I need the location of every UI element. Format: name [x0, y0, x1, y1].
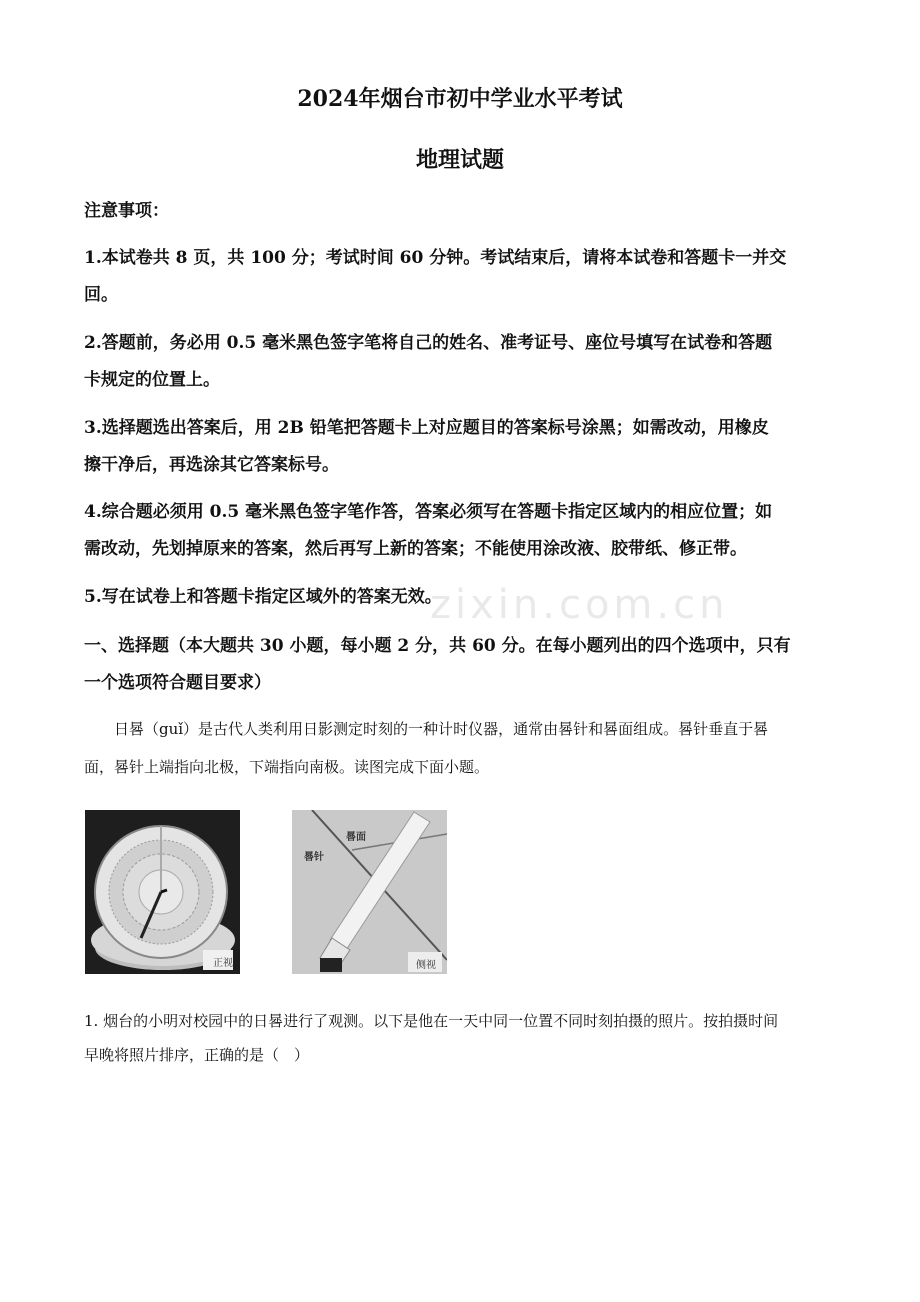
sundial-side-photo: [292, 810, 447, 974]
note-line: 卡规定的位置上。: [84, 370, 220, 390]
note-line: 擦干净后，再选涂其它答案标号。: [84, 455, 339, 475]
front-view-caption: 正视: [213, 958, 233, 969]
dial-label: 晷面: [346, 832, 366, 843]
sundial-front-photo: [85, 810, 240, 974]
side-view-caption: 侧视: [416, 960, 436, 971]
note-line: 需改动，先划掉原来的答案，然后再写上新的答案；不能使用涂改液、胶带纸、修正带。: [84, 539, 747, 559]
intro-text: 面，晷针上端指向北极，下端指向南极。读图完成下面小题。: [84, 758, 490, 776]
note-line: 1.本试卷共 8 页，共 100 分；考试时间 60 分钟。考试结束后，请将本试卷和答题卡一并交: [84, 248, 787, 268]
subject-title: 地理试题: [415, 147, 504, 173]
note-line: 回。: [84, 285, 118, 305]
question-1-text: 早晚将照片排序，正确的是（ ）: [84, 1046, 310, 1064]
question-1-text: 1. 烟台的小明对校园中的日晷进行了观测。以下是他在一天中同一位置不同时刻拍摄的照片。按拍摄时间: [84, 1012, 779, 1030]
note-line: 5.写在试卷上和答题卡指定区域外的答案无效。: [84, 587, 442, 607]
sundial-side-drawing: [292, 810, 447, 974]
intro-text: 日晷（guǐ）是古代人类利用日影测定时刻的一种计时仪器，通常由晷针和晷面组成。晷针垂直于晷: [84, 720, 769, 738]
gnomon-label: 晷针: [304, 852, 324, 863]
note-line: 4.综合题必须用 0.5 毫米黑色签字笔作答，答案必须写在答题卡指定区域内的相应位置；如: [84, 502, 773, 522]
watermark: zixin.com.cn: [430, 582, 729, 628]
sundial-front-drawing: [85, 810, 240, 974]
note-line: 2.答题前，务必用 0.5 毫米黑色签字笔将自己的姓名、准考证号、座位号填写在试卷和答题: [84, 333, 773, 353]
section-heading: 一、选择题（本大题共 30 小题，每小题 2 分，共 60 分。在每小题列出的四个选项中，只有: [84, 636, 791, 656]
exam-title: 2024年烟台市初中学业水平考试: [297, 86, 623, 112]
notes-heading: 注意事项：: [84, 201, 169, 221]
note-line: 3.选择题选出答案后，用 2B 铅笔把答题卡上对应题目的答案标号涂黑；如需改动，用橡皮: [84, 418, 769, 438]
section-heading: 一个选项符合题目要求）: [84, 673, 271, 693]
